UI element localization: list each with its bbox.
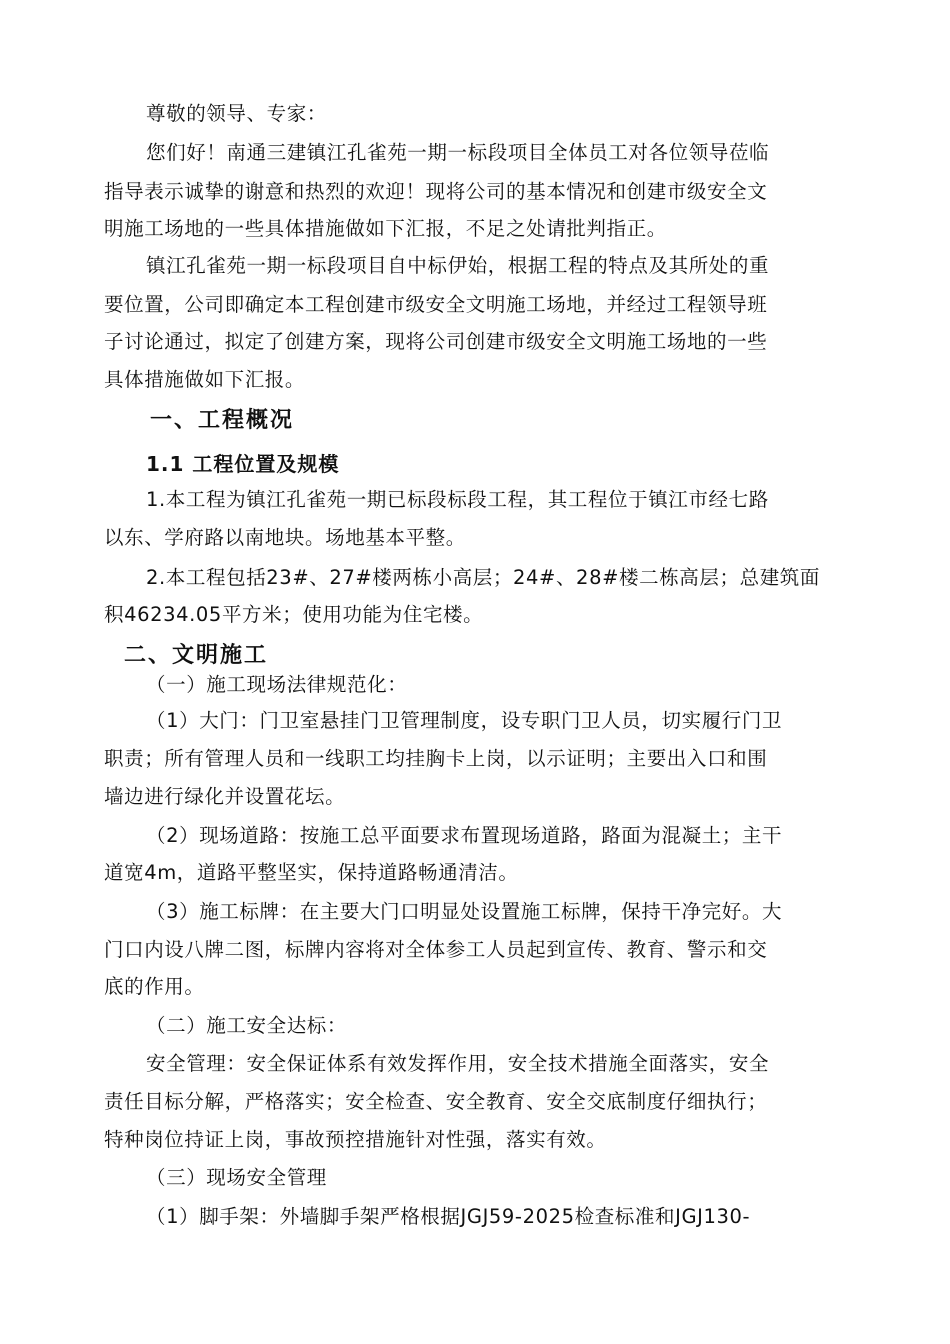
item1-line1: 1.本工程为镇江孔雀苑一期已标段标段工程，其工程位于镇江市经七路 bbox=[146, 488, 769, 511]
sub1-item1-line3: 墙边进行绿化并设置花坛。 bbox=[104, 785, 346, 808]
sub1-item3-line2: 门口内设八牌二图，标牌内容将对全体参工人员起到宣传、教育、警示和交 bbox=[104, 938, 768, 961]
sub1-heading: （一）施工现场法律规范化： bbox=[146, 673, 408, 696]
item2-line2: 积46234.05平方米；使用功能为住宅楼。 bbox=[104, 603, 484, 626]
sub2-para-line2: 责任目标分解，严格落实；安全检查、安全教育、安全交底制度仔细执行； bbox=[104, 1090, 768, 1113]
sub3-item1-line1: （1）脚手架：外墙脚手架严格根据JGJ59-2025检查标准和JGJ130- bbox=[146, 1205, 751, 1228]
heading-project-overview: 一、工程概况 bbox=[150, 408, 295, 433]
para1-line1: 您们好！南通三建镇江孔雀苑一期一标段项目全体员工对各位领导莅临 bbox=[146, 141, 770, 164]
sub2-heading: （二）施工安全达标： bbox=[146, 1014, 348, 1037]
para1-line2: 指导表示诚挚的谢意和热烈的欢迎！现将公司的基本情况和创建市级安全文 bbox=[104, 180, 768, 203]
para2-line2: 要位置，公司即确定本工程创建市级安全文明施工场地，并经过工程领导班 bbox=[104, 293, 768, 316]
sub2-para-line3: 特种岗位持证上岗，事故预控措施针对性强，落实有效。 bbox=[104, 1128, 607, 1151]
sub1-item3-line1: （3）施工标牌：在主要大门口明显处设置施工标牌，保持干净完好。大 bbox=[146, 900, 783, 923]
heading-civilized-construction: 二、文明施工 bbox=[124, 643, 269, 668]
sub1-item2-line1: （2）现场道路：按施工总平面要求布置现场道路，路面为混凝土；主干 bbox=[146, 824, 783, 847]
sub1-item3-line3: 底的作用。 bbox=[104, 975, 205, 998]
item1-line2: 以东、学府路以南地块。场地基本平整。 bbox=[104, 526, 466, 549]
sub1-item1-line2: 职责；所有管理人员和一线职工均挂胸卡上岗，以示证明；主要出入口和围 bbox=[104, 747, 768, 770]
heading-location-scale: 1.1 工程位置及规模 bbox=[146, 452, 340, 476]
para2-line3: 子讨论通过，拟定了创建方案，现将公司创建市级安全文明施工场地的一些 bbox=[104, 330, 768, 353]
para2-line1: 镇江孔雀苑一期一标段项目自中标伊始，根据工程的特点及其所处的重 bbox=[146, 254, 770, 277]
para1-line3: 明施工场地的一些具体措施做如下汇报，不足之处请批判指正。 bbox=[104, 217, 667, 240]
salutation: 尊敬的领导、专家： bbox=[146, 102, 327, 125]
sub3-heading: （三）现场安全管理 bbox=[146, 1166, 327, 1189]
sub1-item2-line2: 道宽4m，道路平整坚实，保持道路畅通清洁。 bbox=[104, 861, 519, 884]
item2-line1: 2.本工程包括23#、27#楼两栋小高层；24#、28#楼二栋高层；总建筑面 bbox=[146, 566, 821, 589]
sub2-para-line1: 安全管理：安全保证体系有效发挥作用，安全技术措施全面落实，安全 bbox=[146, 1052, 770, 1075]
sub1-item1-line1: （1）大门：门卫室悬挂门卫管理制度，设专职门卫人员，切实履行门卫 bbox=[146, 709, 783, 732]
para2-line4: 具体措施做如下汇报。 bbox=[104, 368, 306, 391]
